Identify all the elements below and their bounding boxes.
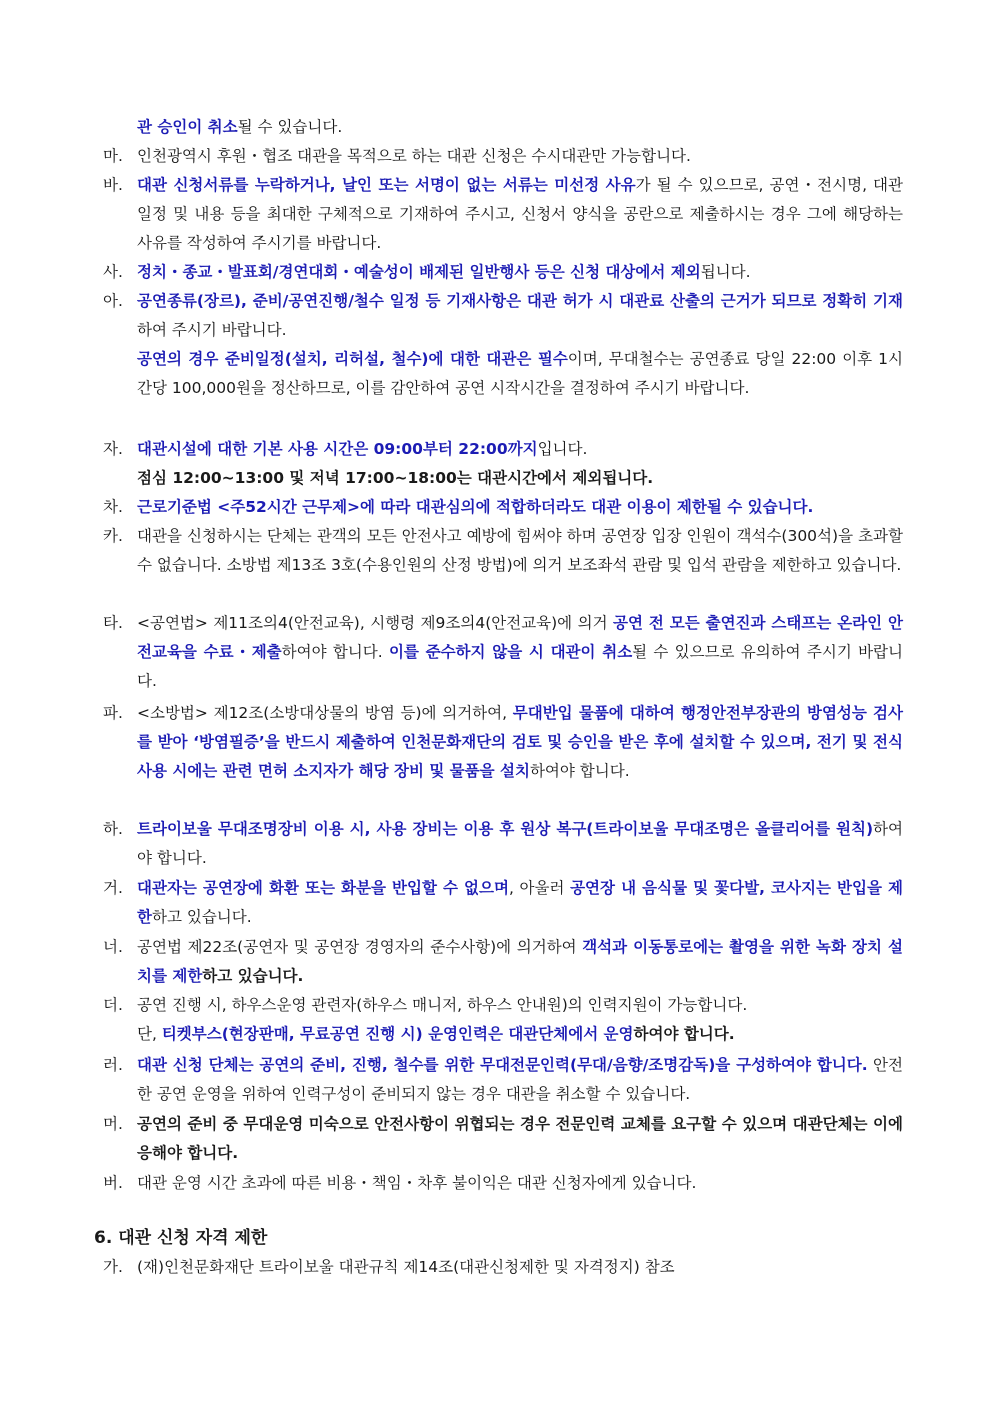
item-text — [137, 1169, 903, 1198]
item-marker: 차. — [103, 498, 123, 516]
highlighted-text: 공연 전 모든 출연진과 스태프는 온라인 안전교육을 수료・제출 — [137, 614, 904, 661]
text-segment: 대관을 신청하시는 단체는 관객의 모든 안전사고 예방에 힘써야 하며 공연장 입장 인원이 객석수(300석)을 초과할 수 없습니다. 소방법 제13조 3호(수용인원의 산정 방법)에 의거 보조좌석 관람 및 입석 관람을 제한하고 있습니다. — [137, 527, 903, 574]
text-segment: <공연법> 제11조의4(안전교육), 시행령 제9조의4(안전교육)에 의거 — [137, 614, 613, 632]
highlighted-text: 정치・종교・발표회/경연대회・예술성이 배제된 일반행사 등은 신청 대상에서 제외 — [137, 263, 701, 281]
highlighted-text: 관 승인이 취소 — [137, 118, 238, 136]
text-segment: 안전한 공연 운영을 위하여 인력구성이 준비되지 않는 경우 대관을 취소할 수 있습니다. — [137, 1056, 903, 1103]
text-segment: 하고 있습니다. — [151, 908, 252, 926]
item-text — [137, 171, 903, 258]
list-item — [103, 287, 903, 345]
item-note — [137, 1020, 903, 1049]
list-item — [103, 171, 903, 258]
highlighted-text: 대관 신청서류를 누락하거나, 날인 또는 서명이 없는 서류는 미선정 사유 — [137, 176, 636, 194]
text-segment: 이며, 무대철수는 공연종료 당일 22:00 이후 1시간당 100,000원을 정산하므로, 이를 감안하여 공연 시작시간을 결정하여 주시기 바랍니다. — [137, 350, 903, 397]
item-marker: 사. — [103, 263, 123, 281]
item-text — [137, 1051, 903, 1109]
highlighted-text: 공연의 경우 준비일정(설치, 리허설, 철수)에 대한 대관은 필수 — [137, 350, 568, 368]
text-segment: 될 수 있으므로 유의하여 주시기 바랍니다. — [137, 643, 903, 690]
bold-text: 하여야 합니다. — [633, 1025, 735, 1043]
item-marker: 아. — [103, 292, 123, 310]
item-text — [137, 287, 903, 345]
text-segment: <소방법> 제12조(소방대상물의 방염 등)에 의거하여, — [137, 704, 513, 722]
item-marker: 너. — [103, 938, 123, 956]
highlighted-text: 티켓부스(현장판매, 무료공연 진행 시) 운영인력은 대관단체에서 운영 — [161, 1025, 634, 1043]
item-marker: 마. — [103, 147, 123, 165]
text-segment: 하여 주시기 바랍니다. — [137, 321, 287, 339]
item-text — [137, 699, 903, 786]
item-marker: 바. — [103, 176, 123, 194]
list-item — [103, 815, 903, 873]
list-item — [103, 991, 903, 1020]
text-segment: 인천광역시 후원・협조 대관을 목적으로 하는 대관 신청은 수시대관만 가능합니다. — [137, 147, 691, 165]
item-text — [137, 991, 903, 1020]
list-item — [103, 435, 903, 464]
text-segment: 단, — [137, 1025, 162, 1043]
item-text — [137, 609, 903, 696]
highlighted-text: 이를 준수하지 않을 시 대관이 취소 — [388, 643, 633, 661]
list-item — [103, 258, 903, 287]
text-segment: 공연법 제22조(공연자 및 공연장 경영자의 준수사항)에 의거하여 — [137, 938, 583, 956]
highlighted-text: 무대반입 물품에 대하여 행정안전부장관의 방염성능 검사를 받아 ‘방염필증’을 반드시 제출하여 인천문화재단의 검토 및 승인을 받은 후에 설치할 수 있으며, 전기 및 전식 사용 시에는 관련 면허 소지자가 해당 장비 및 물품을 설치 — [137, 704, 903, 780]
item-text — [137, 435, 903, 464]
item-marker: 파. — [103, 704, 123, 722]
item-marker: 머. — [103, 1115, 123, 1133]
bold-text: 점심 12:00~13:00 및 저녁 17:00~18:00는 대관시간에서 제외됩니다. — [137, 469, 654, 487]
text-segment: 가 될 수 있으므로, 공연・전시명, 대관 일정 및 내용 등을 최대한 구체적으로 기재하여 주시고, 신청서 양식을 공란으로 제출하시는 경우 그에 해당하는 사유를 작성하여 주시기를 바랍니다. — [137, 176, 903, 252]
list-item — [103, 699, 903, 786]
list-item — [103, 874, 903, 932]
text-segment: 하여야 합니다. — [281, 643, 389, 661]
item-text — [137, 258, 903, 287]
text-segment: 공연 진행 시, 하우스운영 관련자(하우스 매니저, 하우스 안내원)의 인력지원이 가능합니다. — [137, 996, 748, 1014]
list-item — [103, 1110, 903, 1168]
list-item — [103, 1169, 903, 1198]
item-marker: 하. — [103, 820, 123, 838]
text-segment: 됩니다. — [700, 263, 751, 281]
continued-text — [137, 113, 903, 142]
text-segment: 될 수 있습니다. — [237, 118, 343, 136]
item-note — [137, 464, 903, 493]
item-marker: 타. — [103, 614, 123, 632]
list-item — [103, 493, 903, 522]
highlighted-text: 트라이보울 무대조명장비 이용 시, 사용 장비는 이용 후 원상 복구(트라이보울 무대조명은 올클리어를 원칙) — [137, 820, 874, 838]
list-item — [103, 522, 903, 580]
highlighted-text: 근로기준법 <주52시간 근무제>에 따라 대관심의에 적합하더라도 대관 이용이 제한될 수 있습니다. — [137, 498, 814, 516]
item-marker: 가. — [103, 1258, 123, 1276]
item-marker: 더. — [103, 996, 123, 1014]
text-segment: 하여야 합니다. — [529, 762, 630, 780]
item-text: (재)인천문화재단 트라이보울 대관규칙 제14조(대관신청제한 및 자격정지) 참조 — [137, 1258, 675, 1276]
text-segment: , 아울러 — [508, 879, 571, 897]
item-text — [137, 874, 903, 932]
section-item — [103, 1253, 903, 1282]
text-segment: 입니다. — [537, 440, 588, 458]
list-item — [103, 1051, 903, 1109]
text-segment: 대관 운영 시간 초과에 따른 비용・책임・차후 불이익은 대관 신청자에게 있습니다. — [137, 1174, 697, 1192]
item-marker: 거. — [103, 879, 123, 897]
item-text — [137, 522, 903, 580]
highlighted-text: 객석과 이동통로에는 촬영을 위한 녹화 장치 설치를 제한 — [137, 938, 903, 985]
section-title: 6. 대관 신청 자격 제한 — [94, 1228, 268, 1248]
item-text — [137, 933, 903, 991]
item-text — [137, 493, 903, 522]
text-segment: 하여야 합니다. — [137, 820, 903, 867]
bold-text: 공연의 준비 중 무대운영 미숙으로 안전사항이 위협되는 경우 전문인력 교체를 요구할 수 있으며 대관단체는 이에 응해야 합니다. — [137, 1115, 903, 1162]
highlighted-text: 대관자는 공연장에 화환 또는 화분을 반입할 수 없으며 — [137, 879, 509, 897]
item-marker: 자. — [103, 440, 123, 458]
item-marker: 버. — [103, 1174, 123, 1192]
item-text — [137, 142, 903, 171]
item-text — [137, 815, 903, 873]
item-text — [137, 1110, 903, 1168]
list-item — [103, 609, 903, 696]
item-note — [137, 345, 903, 403]
highlighted-text: 공연종류(장르), 준비/공연진행/철수 일정 등 기재사항은 대관 허가 시 대관료 산출의 근거가 되므로 정확히 기재 — [137, 292, 903, 310]
highlighted-text: 대관 신청 단체는 공연의 준비, 진행, 철수를 위한 무대전문인력(무대/음향/조명감독)을 구성하여야 합니다. — [137, 1056, 868, 1074]
item-marker: 러. — [103, 1056, 123, 1074]
list-item — [103, 933, 903, 991]
highlighted-text: 대관시설에 대한 기본 사용 시간은 09:00부터 22:00까지 — [137, 440, 538, 458]
highlighted-text: 공연장 내 음식물 및 꽃다발, 코사지는 반입을 제한 — [137, 879, 904, 926]
bold-text: 하고 있습니다. — [202, 967, 304, 985]
list-item — [103, 142, 903, 171]
item-marker: 카. — [103, 527, 123, 545]
